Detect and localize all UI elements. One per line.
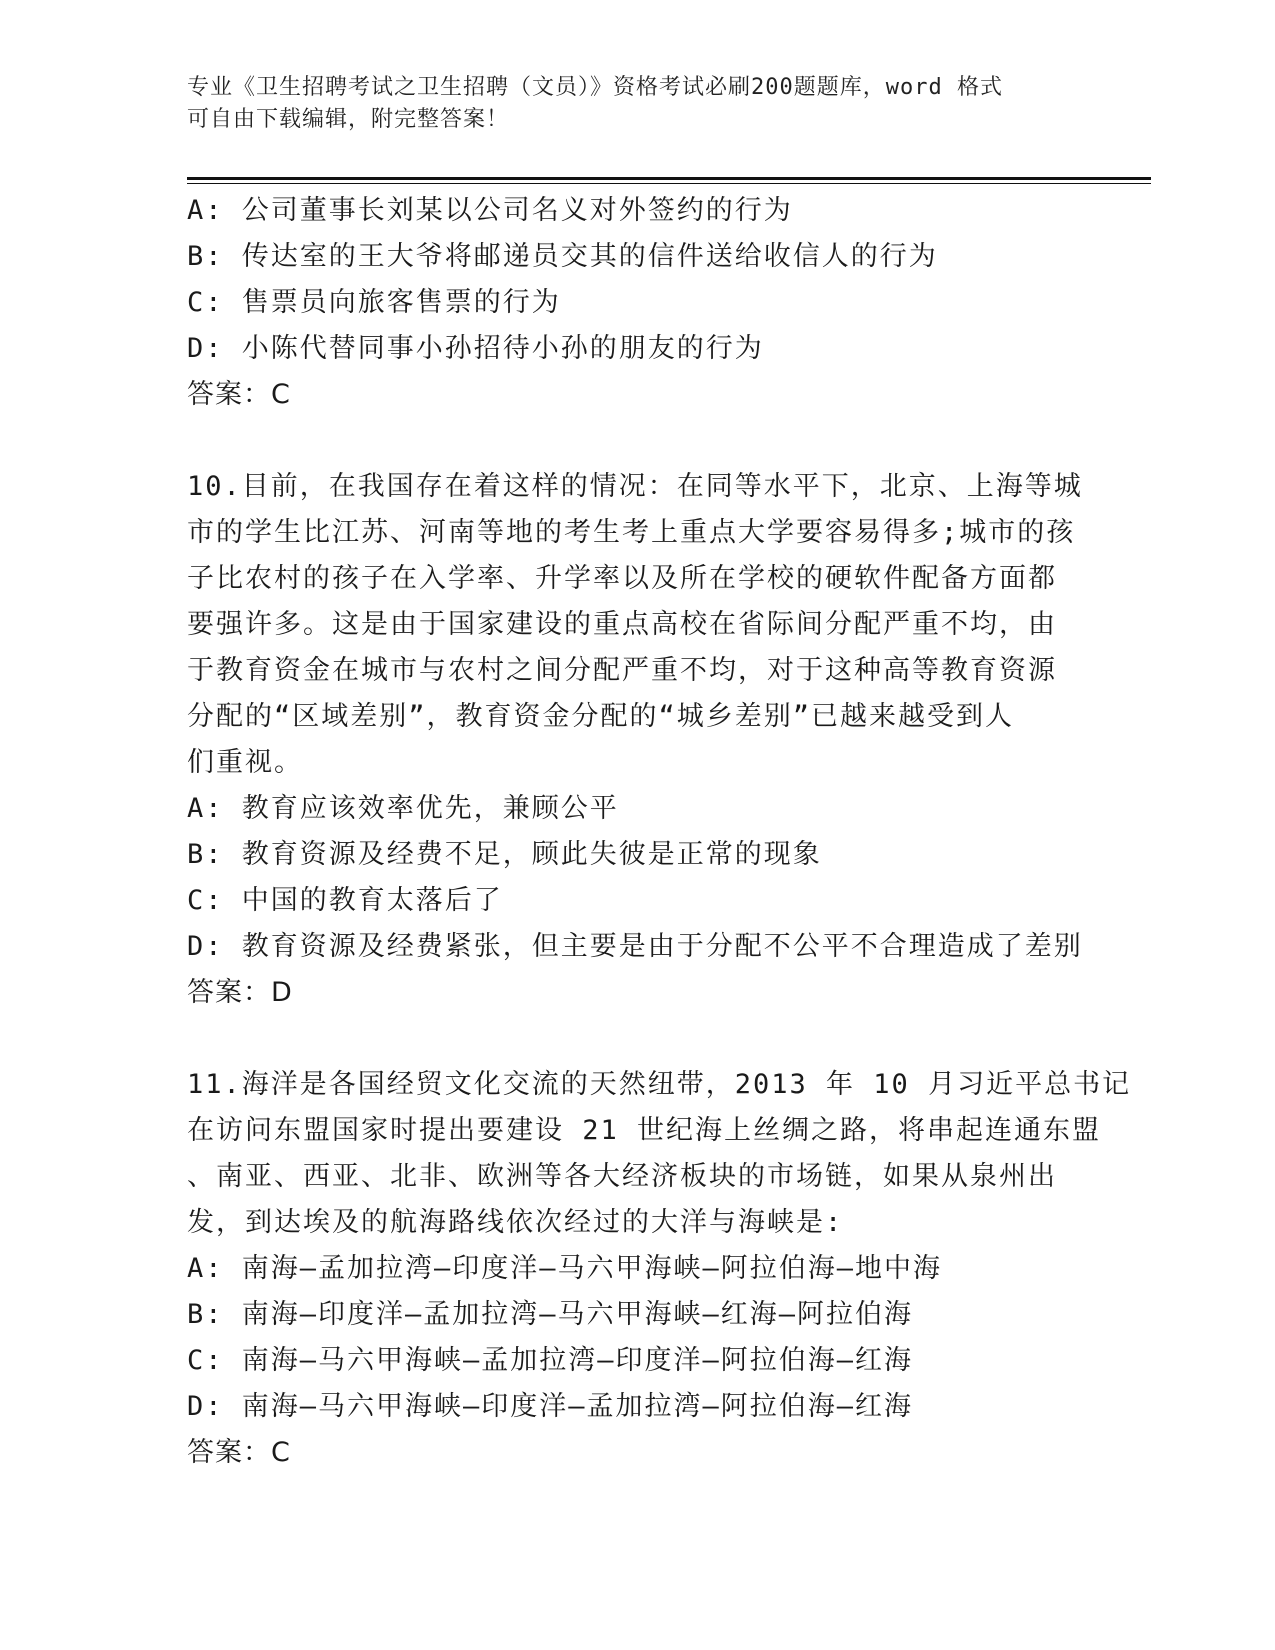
header-divider-thin	[187, 183, 1151, 184]
question-stem	[187, 464, 1087, 786]
answer: 答案：C	[187, 1437, 291, 1468]
option-a: A: 南海—孟加拉湾—印度洋—马六甲海峡—阿拉伯海—地中海	[187, 1253, 943, 1284]
option-a: A: 公司董事长刘某以公司名义对外签约的行为	[187, 195, 793, 226]
option-c: C: 中国的教育太落后了	[187, 885, 503, 916]
question-10	[187, 464, 1087, 1016]
header-line-2: 可自由下载编辑，附完整答案！	[187, 107, 510, 132]
stem-line: 发，到达埃及的航海路线依次经过的大洋与海峡是:	[187, 1207, 844, 1238]
document-body	[187, 188, 1132, 1476]
option-c: C: 南海—马六甲海峡—孟加拉湾—印度洋—阿拉伯海—红海	[187, 1345, 914, 1376]
stem-line: 子比农村的孩子在入学率、升学率以及所在学校的硬软件配备方面都	[187, 563, 1057, 594]
question-9	[187, 188, 1087, 418]
option-b: B: 教育资源及经费不足，顾此失彼是正常的现象	[187, 839, 822, 870]
option-b: B: 传达室的王大爷将邮递员交其的信件送给收信人的行为	[187, 241, 938, 272]
spacer	[187, 418, 1087, 464]
stem-line: 们重视。	[187, 747, 303, 778]
header-line-1: 专业《卫生招聘考试之卫生招聘（文员）》资格考试必刷200题题库，word 格式	[187, 75, 1003, 100]
stem-line: 在访问东盟国家时提出要建设 21 世纪海上丝绸之路，将串起连通东盟	[187, 1115, 1102, 1146]
option-d: D: 南海—马六甲海峡—印度洋—孟加拉湾—阿拉伯海—红海	[187, 1391, 914, 1422]
stem-line: 市的学生比江苏、河南等地的考生考上重点大学要容易得多;城市的孩	[187, 517, 1076, 548]
spacer	[187, 1016, 1087, 1062]
stem-line: 要强许多。这是由于国家建设的重点高校在省际间分配严重不均，由	[187, 609, 1057, 640]
answer: 答案：C	[187, 379, 291, 410]
answer: 答案：D	[187, 977, 293, 1008]
question-stem	[187, 1062, 1132, 1246]
option-d: D: 小陈代替同事小孙招待小孙的朋友的行为	[187, 333, 764, 364]
stem-line: 、南亚、西亚、北非、欧洲等各大经济板块的市场链，如果从泉州出	[187, 1161, 1057, 1192]
option-b: B: 南海—印度洋—孟加拉湾—马六甲海峡—红海—阿拉伯海	[187, 1299, 914, 1330]
option-d: D: 教育资源及经费紧张，但主要是由于分配不公平不合理造成了差别	[187, 931, 1083, 962]
header-divider-thick	[187, 177, 1151, 180]
stem-line: 于教育资金在城市与农村之间分配严重不均，对于这种高等教育资源	[187, 655, 1057, 686]
stem-line: 分配的“区域差别”，教育资金分配的“城乡差别”已越来越受到人	[187, 701, 1015, 732]
document-header	[187, 72, 1067, 136]
question-11	[187, 1062, 1132, 1476]
option-a: A: 教育应该效率优先，兼顾公平	[187, 793, 619, 824]
stem-line: 10.目前，在我国存在着这样的情况：在同等水平下，北京、上海等城	[187, 471, 1083, 502]
stem-line: 11.海洋是各国经贸文化交流的天然纽带，2013 年 10 月习近平总书记	[187, 1069, 1132, 1100]
option-c: C: 售票员向旅客售票的行为	[187, 287, 561, 318]
